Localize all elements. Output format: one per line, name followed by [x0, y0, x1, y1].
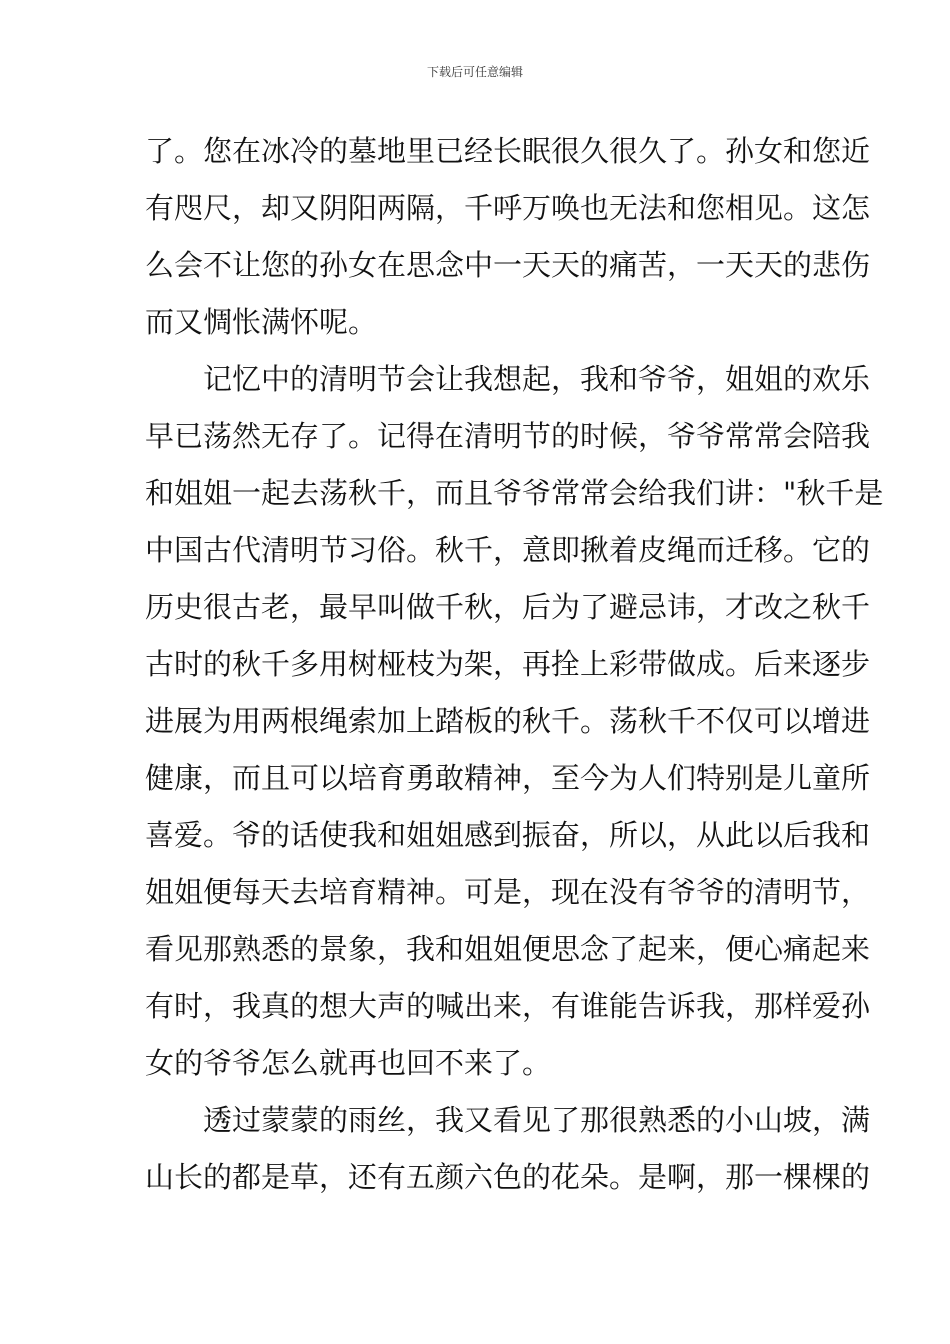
text-line: 喜爱。爷的话使我和姐姐感到振奋，所以，从此以后我和 — [145, 818, 871, 852]
text-line: 了。您在冰冷的墓地里已经长眠很久很久了。孙女和您近 — [145, 134, 871, 168]
text-line: 进展为用两根绳索加上踏板的秋千。荡秋千不仅可以增进 — [145, 704, 871, 738]
text-line: 有咫尺，却又阴阳两隔，千呼万唤也无法和您相见。这怎 — [145, 191, 871, 225]
text-line: 和姐姐一起去荡秋千，而且爷爷常常会给我们讲："秋千是 — [145, 476, 884, 510]
paragraph — [145, 1092, 871, 1206]
text-line: 透过蒙蒙的雨丝，我又看见了那很熟悉的小山坡，满 — [203, 1103, 871, 1137]
text-line: 早已荡然无存了。记得在清明节的时候，爷爷常常会陪我 — [145, 419, 871, 453]
text-line: 姐姐便每天去培育精神。可是，现在没有爷爷的清明节， — [145, 875, 871, 909]
text-line: 山长的都是草，还有五颜六色的花朵。是啊，那一棵棵的 — [145, 1160, 871, 1194]
document-body — [145, 123, 884, 1206]
text-line: 古时的秋千多用树桠枝为架，再拴上彩带做成。后来逐步 — [145, 647, 871, 681]
text-line: 历史很古老，最早叫做千秋，后为了避忌讳，才改之秋千 — [145, 590, 871, 624]
text-line: 记忆中的清明节会让我想起，我和爷爷，姐姐的欢乐 — [203, 362, 871, 396]
text-line: 有时，我真的想大声的喊出来，有谁能告诉我，那样爱孙 — [145, 989, 871, 1023]
page-header: 下载后可任意编辑 — [426, 65, 523, 79]
paragraph — [145, 123, 871, 351]
text-line: 中国古代清明节习俗。秋千，意即揪着皮绳而迁移。它的 — [145, 533, 871, 567]
text-line: 健康，而且可以培育勇敢精神，至今为人们特别是儿童所 — [145, 761, 871, 795]
text-line: 女的爷爷怎么就再也回不来了。 — [145, 1046, 552, 1080]
text-line: 而又惆怅满怀呢。 — [145, 305, 378, 339]
text-line: 看见那熟悉的景象，我和姐姐便思念了起来，便心痛起来 — [145, 932, 871, 966]
paragraph — [145, 351, 884, 1092]
text-line: 么会不让您的孙女在思念中一天天的痛苦，一天天的悲伤 — [145, 248, 871, 282]
